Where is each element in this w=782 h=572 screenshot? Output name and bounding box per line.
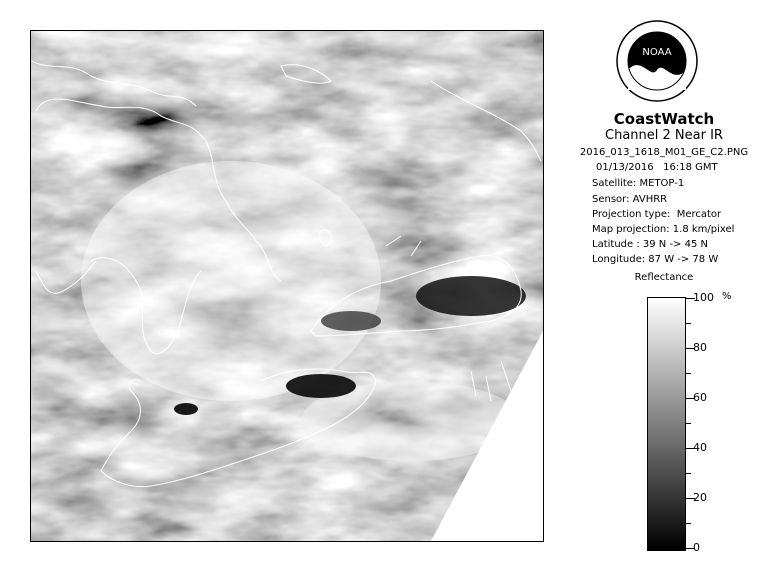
colorbar-tick (685, 473, 691, 474)
colorbar-tick-label: 0 (693, 541, 700, 554)
colorbar-tick-label: 60 (693, 391, 707, 404)
colorbar-tick (685, 523, 691, 524)
satellite-info: Satellite: METOP-1 (592, 178, 685, 189)
reflectance-colorbar (647, 297, 686, 551)
dark-water-region (416, 276, 526, 316)
colorbar-tick-label: 40 (693, 441, 707, 454)
sensor-info: Sensor: AVHRR (592, 194, 668, 205)
channel-label: Channel 2 Near IR (605, 128, 723, 143)
map-projection: Map projection: 1.8 km/pixel (592, 224, 735, 235)
logo-text: NOAA (642, 47, 672, 58)
legend-title: Reflectance (634, 272, 694, 283)
satellite-map-svg (31, 31, 543, 541)
legend-unit: % (722, 291, 732, 302)
dark-water-region (286, 374, 356, 398)
colorbar-tick-label: 100 (693, 291, 714, 304)
latitude-range: Latitude : 39 N -> 45 N (592, 239, 708, 250)
colorbar-tick (685, 373, 691, 374)
satellite-image (30, 30, 544, 542)
dark-water-region (174, 403, 198, 415)
colorbar-tick (685, 323, 691, 324)
dark-water-region (321, 311, 381, 331)
projection-type: Projection type: Mercator (592, 209, 722, 220)
colorbar-tick-label: 80 (693, 341, 707, 354)
app-name: CoastWatch (613, 110, 715, 128)
date-time: 01/13/2016 16:18 GMT (596, 162, 718, 173)
filename: 2016_013_1618_M01_GE_C2.PNG (579, 147, 749, 158)
colorbar-tick (685, 423, 691, 424)
noaa-logo-icon (616, 20, 698, 102)
colorbar-tick-label: 20 (693, 491, 707, 504)
longitude-range: Longitude: 87 W -> 78 W (592, 254, 719, 265)
bright-cloud-region (81, 161, 381, 401)
